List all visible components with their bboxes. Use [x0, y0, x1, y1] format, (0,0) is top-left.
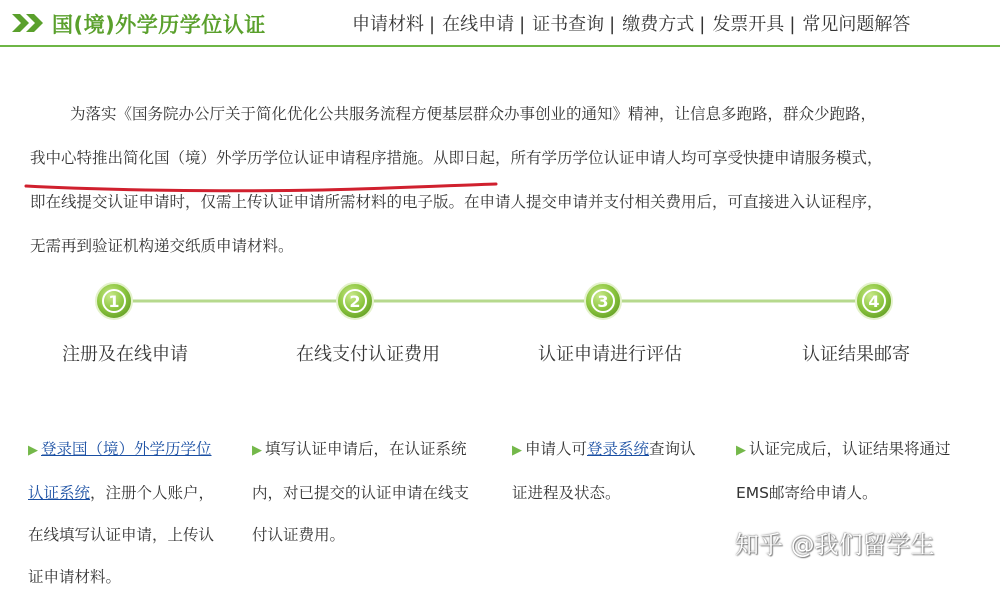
- step-3-details: [512, 428, 732, 514]
- nav-application-materials[interactable]: 申请材料: [352, 14, 424, 35]
- detail-text: 查询认: [649, 440, 696, 458]
- login-system-link[interactable]: 登录国（境）外学历学位: [41, 440, 212, 458]
- detail-text: 申请人可: [525, 440, 588, 458]
- intro-line: 我中心特推出简化国（境）外学历学位认证申请程序措施。从即日起，所有学历学位认证申请人均可享受快捷申请服务模式，: [30, 149, 883, 167]
- page-title: 国(境)外学历学位认证: [52, 13, 266, 37]
- intro-line: 无需再到验证机构递交纸质申请材料。: [30, 237, 294, 255]
- top-nav: [352, 10, 910, 36]
- detail-text: 认证完成后，认证结果将通过: [749, 440, 951, 458]
- nav-certificate-query[interactable]: 证书查询: [532, 14, 605, 35]
- step-3-circle: [585, 283, 621, 319]
- triangle-bullet-icon: ▶: [252, 443, 262, 458]
- red-underline-annotation: [22, 172, 502, 196]
- step-1-details: [28, 428, 248, 598]
- step-2-details: [252, 428, 502, 556]
- site-header: [0, 0, 1000, 47]
- triangle-bullet-icon: ▶: [512, 443, 522, 458]
- step-1-label: 注册及在线申请: [62, 344, 188, 365]
- step-number: 3: [597, 292, 609, 311]
- step-number: 4: [868, 292, 880, 311]
- nav-separator: |: [609, 14, 616, 35]
- step-number: 2: [349, 292, 361, 311]
- login-link[interactable]: 登录系统: [587, 440, 650, 458]
- nav-faq[interactable]: 常见问题解答: [802, 14, 911, 35]
- detail-text: EMS邮寄给申请人。: [736, 484, 878, 502]
- step-4-details: [736, 428, 998, 514]
- step-4-circle: [856, 283, 892, 319]
- triangle-bullet-icon: ▶: [736, 443, 746, 458]
- detail-text: 内，对已提交的认证申请在线支: [252, 484, 470, 502]
- triangle-bullet-icon: ▶: [28, 443, 38, 458]
- nav-separator: |: [519, 14, 526, 35]
- intro-line: 为落实《国务院办公厅关于简化优化公共服务流程方便基层群众办事创业的通知》精神，让信息多跑路，群众少跑路，: [70, 105, 877, 123]
- double-chevron-icon: [12, 12, 46, 34]
- detail-text: ，注册个人账户，: [90, 484, 215, 502]
- detail-text: 证申请材料。: [28, 568, 122, 586]
- watermark: 知乎 @我们留学生: [735, 531, 935, 559]
- step-number: 1: [108, 292, 120, 311]
- detail-text: 在线填写认证申请，上传认: [28, 526, 215, 544]
- login-system-link[interactable]: 认证系统: [28, 484, 91, 502]
- step-2-label: 在线支付认证费用: [296, 344, 440, 365]
- nav-separator: |: [429, 14, 436, 35]
- step-2-circle: [337, 283, 373, 319]
- detail-text: 证进程及状态。: [512, 484, 621, 502]
- nav-invoice[interactable]: 发票开具: [712, 14, 785, 35]
- step-3-label: 认证申请进行评估: [538, 344, 682, 365]
- nav-separator: |: [699, 14, 706, 35]
- nav-payment-methods[interactable]: 缴费方式: [622, 14, 695, 35]
- nav-separator: |: [789, 14, 796, 35]
- detail-text: 付认证费用。: [252, 526, 346, 544]
- detail-text: 填写认证申请后，在认证系统: [265, 440, 467, 458]
- step-1-circle: [96, 283, 132, 319]
- intro-line: 即在线提交认证申请时，仅需上传认证申请所需材料的电子版。在申请人提交申请并支付相关费用后，可直接进入认证程序，: [30, 193, 883, 211]
- nav-online-application[interactable]: 在线申请: [442, 14, 515, 35]
- process-timeline: [0, 282, 1000, 322]
- step-4-label: 认证结果邮寄: [802, 344, 910, 365]
